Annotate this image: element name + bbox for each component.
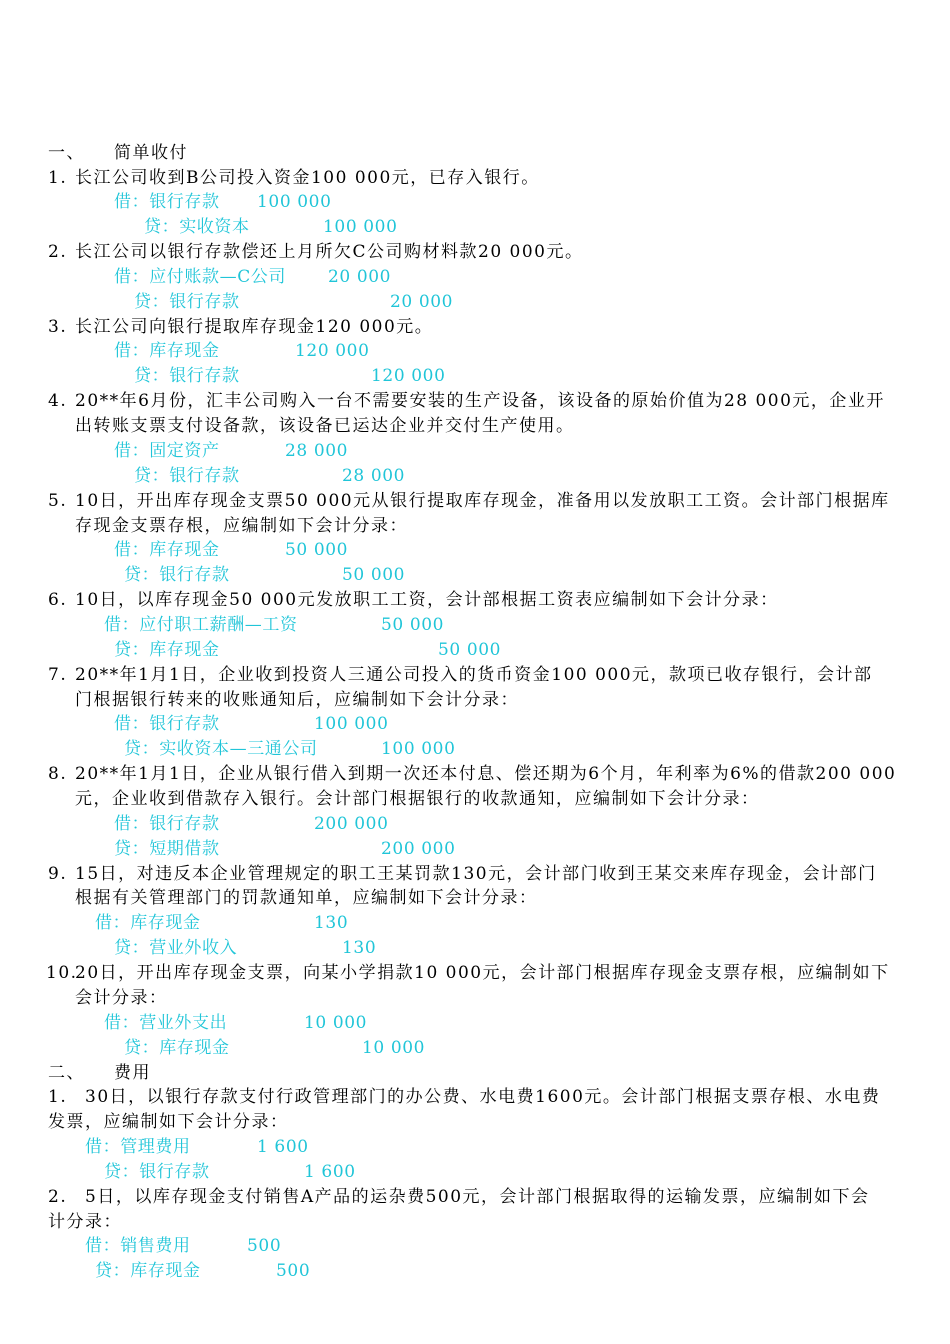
debit-entry: 借：管理费用	[85, 1137, 191, 1157]
credit-entry: 贷：银行存款	[104, 1162, 210, 1182]
debit-entry: 借：库存现金	[95, 913, 201, 933]
debit-entry: 借：固定资产	[114, 441, 220, 461]
debit-entry: 借：银行存款	[114, 814, 220, 834]
item-number: 6.	[48, 590, 68, 610]
credit-amount: 200 000	[381, 839, 456, 859]
section-2-number: 二、	[48, 1063, 85, 1083]
item-text: 15日，对违反本企业管理规定的职工王某罚款130元，会计部门收到王某交来库存现金，会计部门	[75, 864, 877, 884]
debit-amount: 28 000	[285, 441, 349, 461]
credit-entry: 贷：银行存款	[134, 466, 240, 486]
item-text: 门根据银行转来的收账通知后，应编制如下会计分录：	[75, 690, 519, 710]
item-text: 计分录：	[48, 1212, 122, 1232]
item-number: 10.	[46, 963, 78, 983]
item-number: 1.	[48, 1087, 68, 1107]
debit-entry: 借：营业外支出	[104, 1013, 228, 1033]
debit-amount: 200 000	[314, 814, 389, 834]
credit-amount: 130	[342, 938, 377, 958]
debit-amount: 100 000	[314, 714, 389, 734]
item-number: 8.	[48, 764, 68, 784]
item-text: 20**年1月1日，企业从银行借入到期一次还本付息、偿还期为6个月，年利率为6%的借款200 000	[75, 764, 897, 784]
item-number: 2.	[48, 1187, 68, 1207]
debit-entry: 借：应付账款—C公司	[114, 267, 287, 287]
credit-entry: 贷：营业外收入	[114, 938, 238, 958]
debit-entry: 借：银行存款	[114, 714, 220, 734]
debit-entry: 借：库存现金	[114, 341, 220, 361]
section-2-title: 费用	[114, 1063, 151, 1083]
credit-entry: 贷：实收资本	[144, 217, 250, 237]
credit-amount: 500	[276, 1261, 311, 1281]
debit-entry: 借：销售费用	[85, 1236, 191, 1256]
credit-amount: 120 000	[371, 366, 446, 386]
credit-amount: 28 000	[342, 466, 406, 486]
credit-entry: 贷：库存现金	[95, 1261, 201, 1281]
item-number: 9.	[48, 864, 68, 884]
item-text: 20日，开出库存现金支票，向某小学捐款10 000元，会计部门根据库存现金支票存根，应编制如下	[75, 963, 890, 983]
credit-amount: 1 600	[304, 1162, 356, 1182]
item-number: 2.	[48, 242, 68, 262]
credit-amount: 10 000	[362, 1038, 426, 1058]
debit-amount: 120 000	[295, 341, 370, 361]
credit-entry: 贷：库存现金	[114, 640, 220, 660]
item-text: 根据有关管理部门的罚款通知单，应编制如下会计分录：	[75, 888, 538, 908]
item-number: 1.	[48, 168, 68, 188]
item-text: 5日，以库存现金支付销售A产品的运杂费500元，会计部门根据取得的运输发票，应编制如下会	[85, 1187, 870, 1207]
debit-entry: 借：应付职工薪酬—工资	[104, 615, 298, 635]
debit-entry: 借：银行存款	[114, 192, 220, 212]
debit-amount: 50 000	[381, 615, 445, 635]
item-text: 20**年1月1日，企业收到投资人三通公司投入的货币资金100 000元，款项已收存银行，会计部	[75, 665, 873, 685]
credit-entry: 贷：实收资本—三通公司	[124, 739, 318, 759]
debit-amount: 500	[247, 1236, 282, 1256]
debit-amount: 100 000	[257, 192, 332, 212]
debit-entry: 借：库存现金	[114, 540, 220, 560]
item-text: 10日，以库存现金50 000元发放职工工资，会计部根据工资表应编制如下会计分录：	[75, 590, 779, 610]
item-text: 30日，以银行存款支付行政管理部门的办公费、水电费1600元。会计部门根据支票存根、水电费	[85, 1087, 881, 1107]
credit-amount: 50 000	[342, 565, 406, 585]
credit-amount: 100 000	[323, 217, 398, 237]
credit-entry: 贷：银行存款	[134, 292, 240, 312]
item-text: 出转账支票支付设备款，该设备已运达企业并交付生产使用。	[75, 416, 575, 436]
credit-amount: 20 000	[390, 292, 454, 312]
item-number: 7.	[48, 665, 68, 685]
debit-amount: 10 000	[304, 1013, 368, 1033]
item-text: 20**年6月份，汇丰公司购入一台不需要安装的生产设备，该设备的原始价值为28 000元，企业开	[75, 391, 885, 411]
item-text: 会计分录：	[75, 988, 168, 1008]
item-text: 10日，开出库存现金支票50 000元从银行提取库存现金，准备用以发放职工工资。会计部门根据库	[75, 491, 890, 511]
item-text: 长江公司向银行提取库存现金120 000元。	[75, 317, 434, 337]
item-text: 长江公司以银行存款偿还上月所欠C公司购材料款20 000元。	[75, 242, 584, 262]
debit-amount: 130	[314, 913, 349, 933]
item-text: 发票，应编制如下会计分录：	[48, 1112, 289, 1132]
credit-amount: 50 000	[438, 640, 502, 660]
credit-entry: 贷：银行存款	[134, 366, 240, 386]
item-number: 4.	[48, 391, 68, 411]
item-text: 长江公司收到B公司投入资金100 000元，已存入银行。	[75, 168, 540, 188]
item-number: 5.	[48, 491, 68, 511]
item-number: 3.	[48, 317, 68, 337]
item-text: 元，企业收到借款存入银行。会计部门根据银行的收款通知，应编制如下会计分录：	[75, 789, 760, 809]
debit-amount: 1 600	[257, 1137, 309, 1157]
item-text: 存现金支票存根，应编制如下会计分录：	[75, 516, 408, 536]
credit-entry: 贷：银行存款	[124, 565, 230, 585]
debit-amount: 50 000	[285, 540, 349, 560]
credit-entry: 贷：短期借款	[114, 839, 220, 859]
section-1-title: 简单收付	[114, 143, 188, 163]
credit-amount: 100 000	[381, 739, 456, 759]
credit-entry: 贷：库存现金	[124, 1038, 230, 1058]
section-1-number: 一、	[48, 143, 85, 163]
debit-amount: 20 000	[328, 267, 392, 287]
